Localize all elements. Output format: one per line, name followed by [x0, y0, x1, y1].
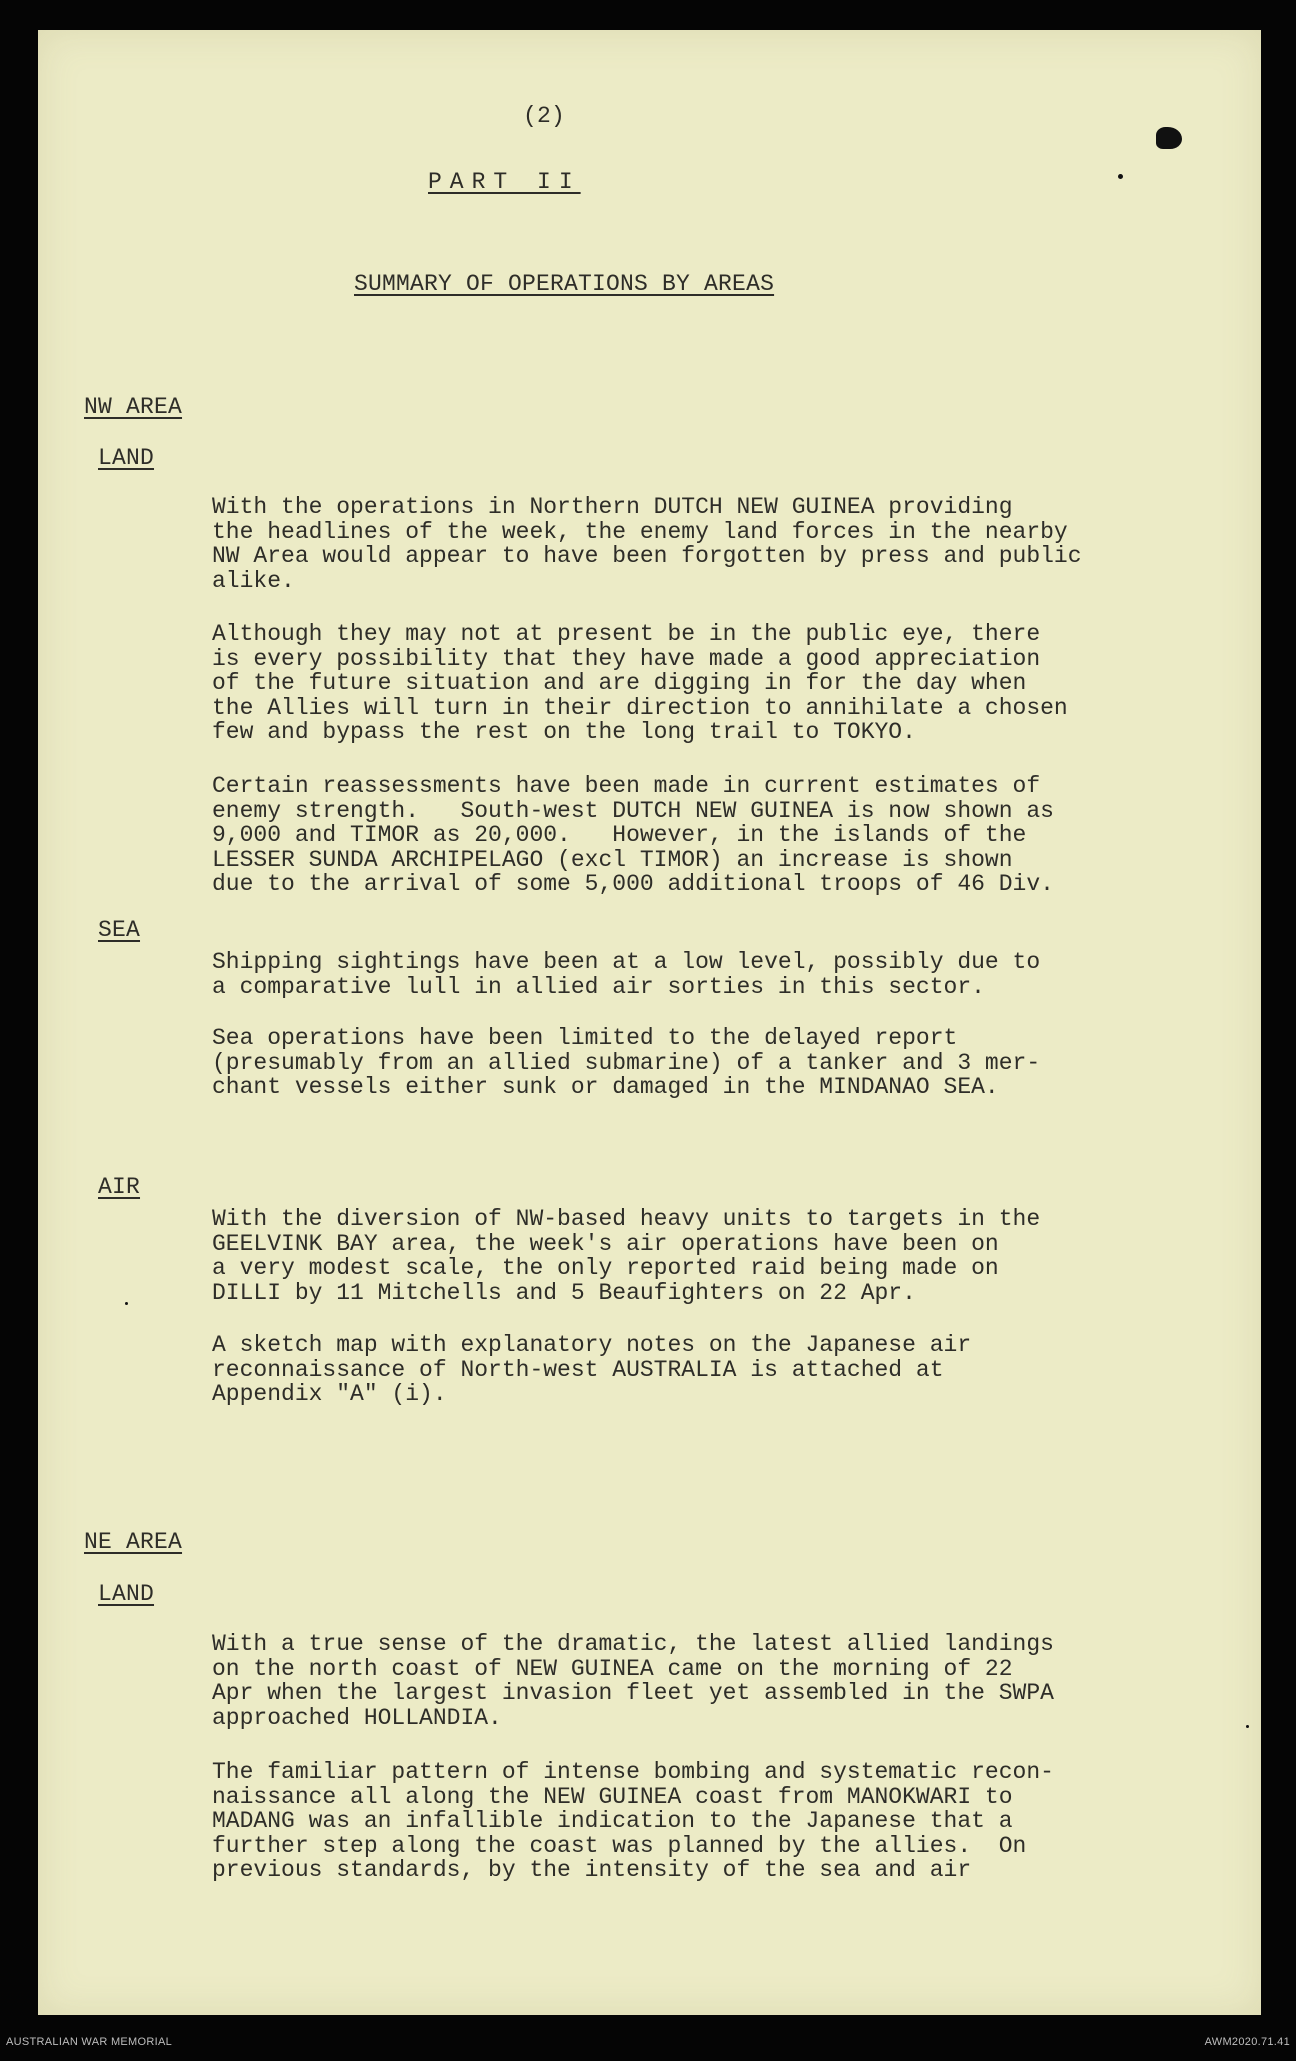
archive-footer [0, 2017, 1296, 2061]
punch-hole-mark [1156, 127, 1182, 149]
ne-land-paragraph-2: The familiar pattern of intense bombing and systematic recon- naissance all along the NEW GUINEA coast from MANOKWARI to MADANG was an infallible indication to the Japanese that a further step along the coast was planned by the allies. On previous standards, by the intensity of the sea and air [212, 1759, 1054, 1883]
nw-air-paragraph-1: With the diversion of NW-based heavy units to targets in the GEELVINK BAY area, the week's air operations have been on a very modest scale, the only reported raid being made on DILLI by 11 Mitchells and 5 Beaufighters on 22 Apr. [212, 1206, 1041, 1306]
nw-sea-paragraph-1: Shipping sightings have been at a low level, possibly due to a comparative lull in allied air sorties in this sector. [212, 949, 1041, 1000]
nw-land-paragraph-3: Certain reassessments have been made in current estimates of enemy strength. South-west DUTCH NEW GUINEA is now shown as 9,000 and TIMOR as 20,000. However, in the islands of the LESSER SUNDA ARCHIPELAGO (excl TIMOR) an increase is shown due to the arrival of some 5,000 additional troops of 46 Div. [212, 773, 1054, 897]
nw-air-label: AIR [98, 1174, 141, 1200]
nw-area-heading: NW AREA [84, 394, 183, 420]
document-page [38, 30, 1261, 2015]
nw-sea-label: SEA [98, 917, 141, 943]
ink-speck [125, 1302, 128, 1305]
nw-air-paragraph-2: A sketch map with explanatory notes on the Japanese air reconnaissance of North-west AUSTRALIA is attached at Appendix "A" (i). [212, 1332, 972, 1407]
ne-land-label: LAND [98, 1581, 155, 1607]
nw-sea-paragraph-2: Sea operations have been limited to the delayed report (presumably from an allied submarine) of a tanker and 3 mer- chant vessels either sunk or damaged in the MINDANAO SEA. [212, 1025, 1041, 1100]
footer-institution: AUSTRALIAN WAR MEMORIAL [6, 2036, 173, 2048]
nw-land-label: LAND [98, 445, 155, 471]
ink-speck [1118, 174, 1123, 179]
footer-accession-number: AWM2020.71.41 [1204, 2036, 1290, 2048]
ne-land-paragraph-1: With a true sense of the dramatic, the latest allied landings on the north coast of NEW GUINEA came on the morning of 22 Apr when the largest invasion fleet yet assembled in the SWPA approached HOLLANDIA. [212, 1631, 1054, 1731]
summary-heading: SUMMARY OF OPERATIONS BY AREAS [354, 271, 775, 297]
page-number: (2) [523, 103, 566, 129]
nw-land-paragraph-1: With the operations in Northern DUTCH NEW GUINEA providing the headlines of the week, the enemy land forces in the nearby NW Area would appear to have been forgotten by press and public alike. [212, 494, 1082, 594]
ink-speck [1246, 1725, 1249, 1728]
part-heading: PART II [428, 169, 581, 195]
nw-land-paragraph-2: Although they may not at present be in the public eye, there is every possibility that they have made a good appreciation of the future situation and are digging in for the day when the Allies will turn in their direction to annihilate a chosen few and bypass the rest on the long trail to TOKYO. [212, 621, 1068, 745]
ne-area-heading: NE AREA [84, 1529, 183, 1555]
